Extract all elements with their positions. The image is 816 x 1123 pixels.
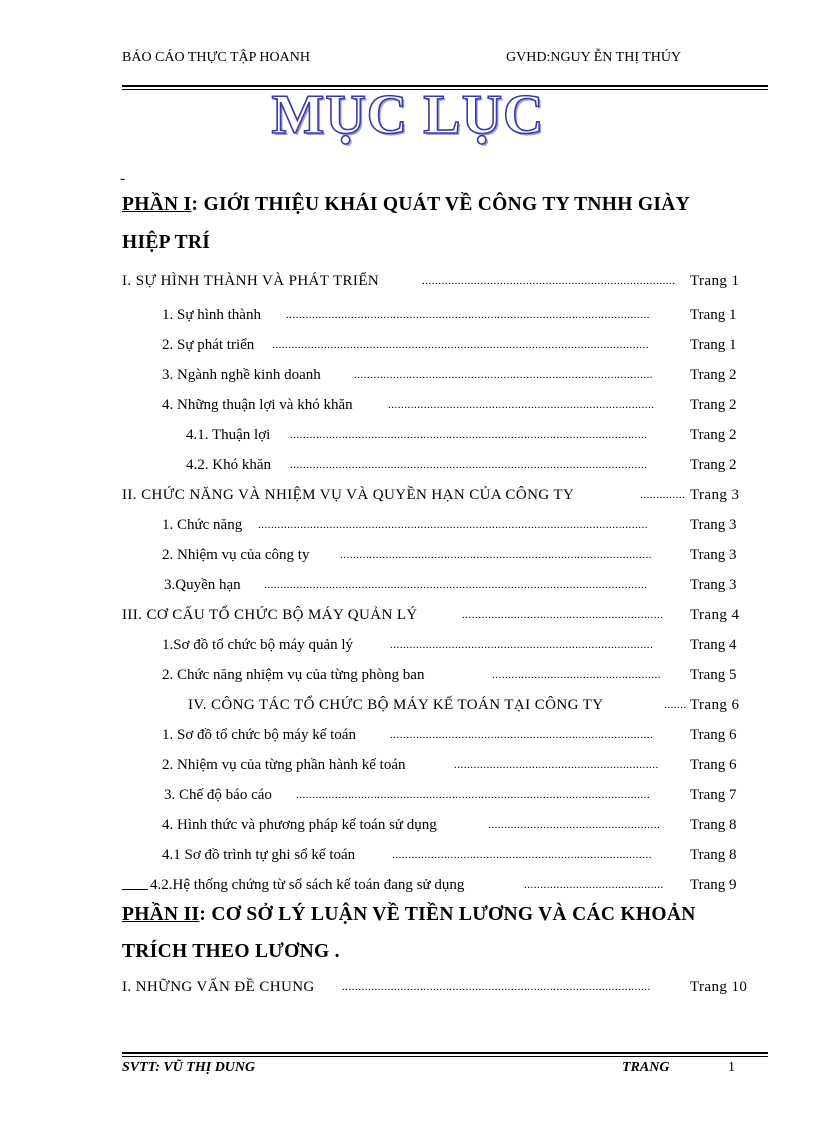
part-1-heading	[122, 194, 762, 216]
toc-leader: .....................................................	[488, 819, 661, 831]
toc-entry[interactable]: 1. Chức năng ........................................................................................................................ Trang 3	[162, 514, 748, 536]
part-2-label: PHẦN II	[122, 904, 200, 925]
toc-entry[interactable]: I. SỰ HÌNH THÀNH VÀ PHÁT TRIỂN .............................................................................. Trang 1	[122, 270, 748, 292]
header-advisor: GVHD:NGUY ỄN THỊ THÚY	[506, 50, 682, 65]
header-report-title: BÁO CÁO THỰC TẬP HOANH	[122, 50, 310, 65]
part-2-title-line2: TRÍCH THEO LƯƠNG .	[122, 941, 340, 962]
toc-entry[interactable]: III. CƠ CẤU TỔ CHỨC BỘ MÁY QUẢN LÝ .............................................................. Trang 4	[122, 604, 748, 626]
toc-entry[interactable]: 4.1 Sơ đồ trình tự ghi sổ kế toán ................................................................................ Trang 8	[162, 844, 748, 866]
toc-entry[interactable]: 3.Quyền hạn ...................................................................................................................... Trang 3	[164, 574, 748, 596]
toc-leader: ................................................................................	[392, 849, 652, 861]
page-title: MỤC LỤC	[271, 84, 545, 146]
toc-leader: ..................................................................................	[388, 399, 655, 411]
toc-entry[interactable]: 2. Nhiệm vụ của từng phần hành kế toán ............................................................... Trang 6	[162, 754, 748, 776]
dash-marker: -	[120, 170, 126, 187]
footer-student: SVTT: VŨ THỊ DUNG	[122, 1060, 256, 1075]
part-1-title: : GIỚI THIỆU KHÁI QUÁT VỀ CÔNG TY TNHH GIÀY	[191, 194, 691, 215]
toc-leader: .............................................................................................................	[296, 789, 651, 801]
toc-entry[interactable]: 2. Nhiệm vụ của công ty ................................................................................................ Trang 3	[162, 544, 748, 566]
toc-entry[interactable]: 1. Sự hình thành ................................................................................................................ Trang 1	[162, 304, 748, 326]
toc-leader: ........................................................................................................................	[258, 519, 648, 531]
toc-entry[interactable]: I. NHỮNG VẤN ĐỀ CHUNG ............................................................................................... Trang 10	[122, 976, 762, 998]
toc-leader: ...............................................................	[454, 759, 659, 771]
toc-entry[interactable]: 4. Hình thức và phương pháp kế toán sử dụng ..................................................... Trang 8	[162, 814, 748, 836]
toc-entry[interactable]: 4.2.Hệ thống chứng từ sổ sách kế toán đang sử dụng ........................................... Trang 9	[150, 874, 748, 896]
toc-leader: ......................................................................................................................	[264, 579, 648, 591]
toc-entry[interactable]: 3. Ngành nghề kinh doanh ............................................................................................ Trang 2	[162, 364, 748, 386]
toc-leader: .................................................................................	[390, 639, 654, 651]
toc-entry[interactable]: 2. Chức năng nhiệm vụ của từng phòng ban .................................................... Trang 5	[162, 664, 748, 686]
toc-entry[interactable]: 4.2. Khó khăn .............................................................................................................. Trang 2	[186, 454, 748, 476]
footer-page-label: TRANG	[622, 1060, 670, 1075]
toc-entry[interactable]: IV. CÔNG TÁC TỔ CHỨC BỘ MÁY KẾ TOÁN TẠI CÔNG TY ....... Trang 6	[188, 694, 748, 716]
part-1-label: PHẦN I	[122, 194, 192, 215]
toc-leader: ....................................................	[492, 669, 661, 681]
toc-leader: ..............	[640, 489, 686, 501]
toc-leader: ....................................................................................................................	[272, 339, 649, 351]
toc-leader: ...........................................	[524, 879, 664, 891]
toc-entry[interactable]: 3. Chế độ báo cáo ............................................................................................................. Trang 7	[164, 784, 748, 806]
underline-mark	[122, 889, 148, 890]
toc-leader: ..............................................................................................................	[290, 429, 648, 441]
toc-leader: ................................................................................................	[340, 549, 652, 561]
toc-entry[interactable]: 1. Sơ đồ tổ chức bộ máy kế toán ................................................................................. Trang 6	[162, 724, 748, 746]
part-2-title: : CƠ SỞ LÝ LUẬN VỀ TIỀN LƯƠNG VÀ CÁC KHOẢN	[199, 904, 696, 925]
toc-entry[interactable]: 1.Sơ đồ tổ chức bộ máy quản lý ................................................................................. Trang 4	[162, 634, 748, 656]
toc-entry[interactable]: 4. Những thuận lợi và khó khăn .................................................................................. Trang 2	[162, 394, 748, 416]
toc-entry[interactable]: 4.1. Thuận lợi .............................................................................................................. Trang 2	[186, 424, 748, 446]
toc-leader: ...............................................................................................	[342, 981, 651, 993]
part-2-heading	[122, 904, 762, 926]
toc-leader: ................................................................................................................	[286, 309, 650, 321]
toc-leader: .......	[664, 699, 687, 711]
footer-rule-thin	[122, 1056, 768, 1057]
toc-entry[interactable]: 2. Sự phát triển .................................................................................................................... Trang 1	[162, 334, 748, 356]
toc-entry[interactable]: II. CHỨC NĂNG VÀ NHIỆM VỤ VÀ QUYỀN HẠN CỦA CÔNG TY .............. Trang 3	[122, 484, 748, 506]
footer-rule	[122, 1052, 768, 1054]
toc-leader: .................................................................................	[390, 729, 654, 741]
footer-page-number: 1	[728, 1060, 735, 1075]
toc-leader: ............................................................................................	[354, 369, 653, 381]
part-1-title-line2: HIỆP TRÍ	[122, 232, 211, 253]
toc-leader: ..............................................................................................................	[290, 459, 648, 471]
toc-leader: ..............................................................................	[422, 275, 676, 287]
toc-leader: ..............................................................	[462, 609, 664, 621]
